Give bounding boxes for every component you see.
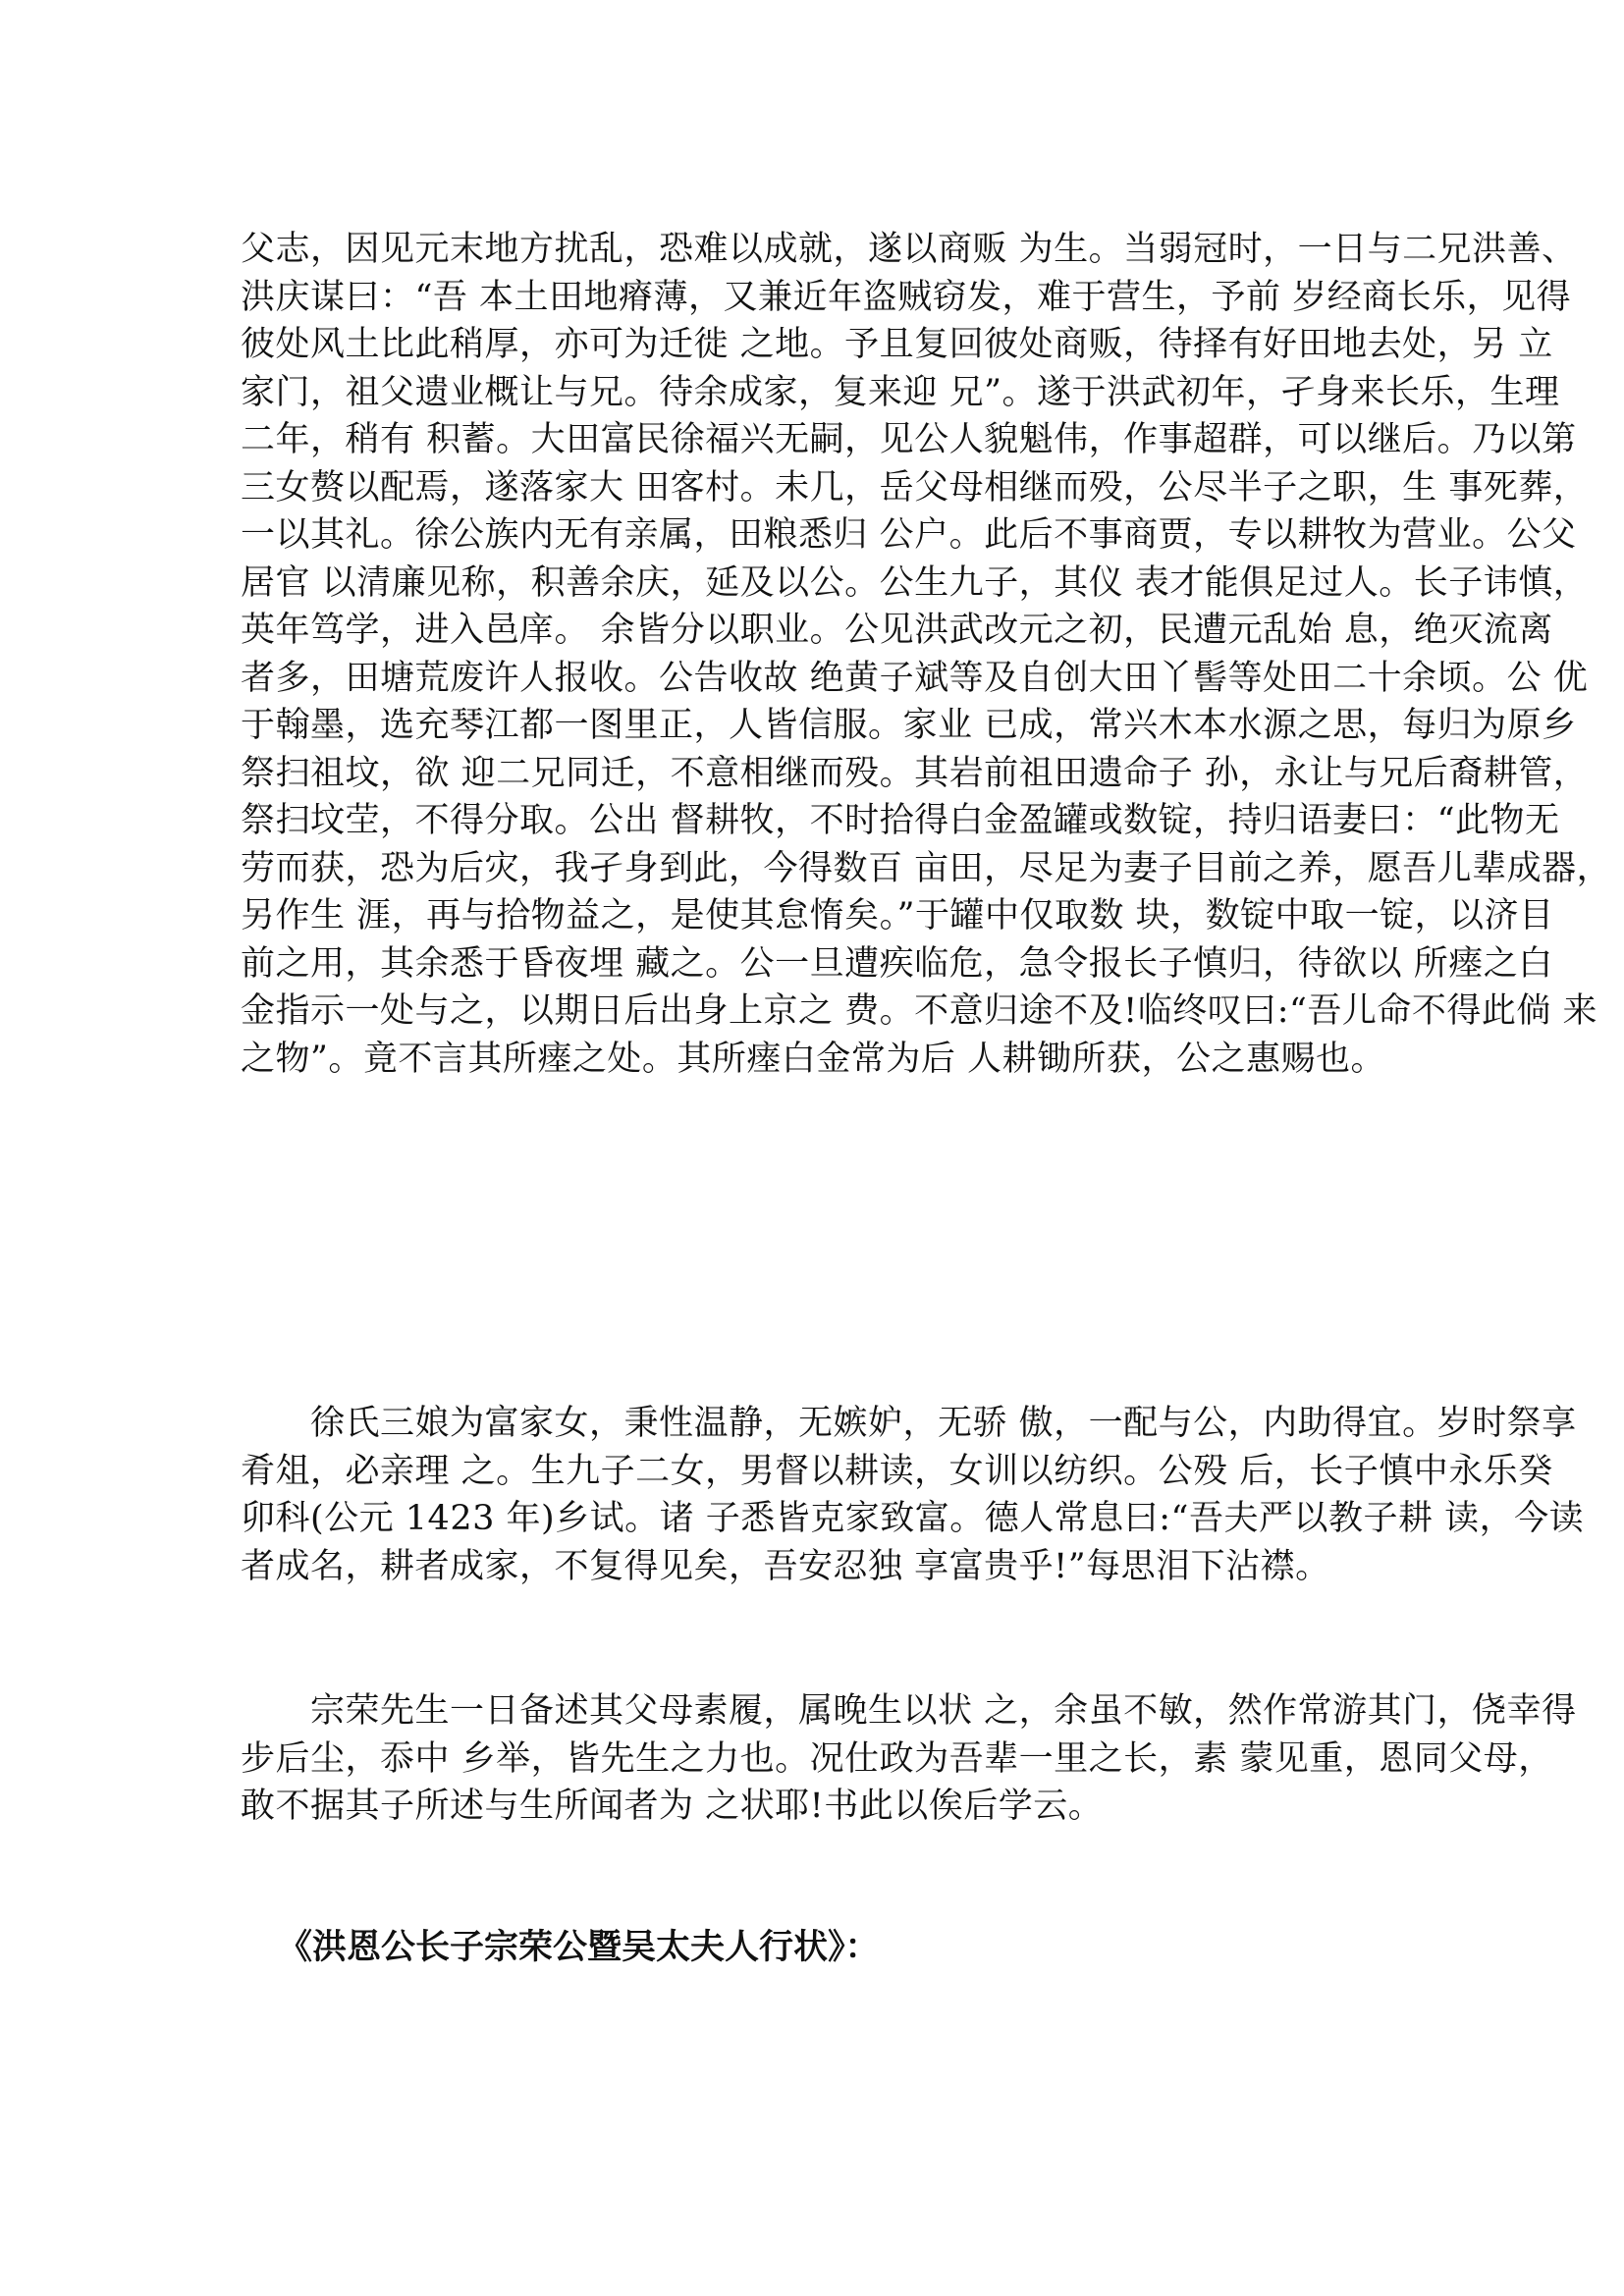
paragraph1-line: 祭扫坟茔，不得分取。公出 督耕牧，不时拾得白金盈罐或数锭，持归语妻曰：“此物无 xyxy=(241,801,1560,840)
paragraph3-line: 敢不据其子所述与生所闻者为 之状耶!书此以俟后学云。 xyxy=(241,1787,1104,1826)
paragraph1-line: 金指示一处与之，以期日后出身上京之 费。不意归途不及!临终叹曰:“吾儿命不得此倘 来 xyxy=(241,991,1598,1031)
paragraph1-line: 前之用，其余悉于昏夜埋 藏之。公一旦遭疾临危，急令报长子慎归，待欲以 所瘗之白 xyxy=(241,943,1553,984)
paragraph2-line: 者成名，耕者成家，不复得见矣，吾安忍独 享富贵乎!”每思泪下沾襟。 xyxy=(241,1546,1330,1586)
paragraph1-line: 于翰墨，选充琴江都一图里正，人皆信服。家业 已成，常兴木本水源之思，每归为原乡 xyxy=(241,706,1577,745)
paragraph1-line: 洪庆谋曰：“吾 本土田地瘠薄，又兼近年盗贼窃发，难于营生，予前 岁经商长乐，见得 xyxy=(241,277,1572,317)
paragraph1-line: 居官 以清廉见称，积善余庆，延及以公。公生九子，其仪 表才能俱足过人。长子讳慎， xyxy=(241,562,1589,603)
paragraph1-line: 二年，稍有 积蓄。大田富民徐福兴无嗣，见公人貌魁伟，作事超群，可以继后。乃以第 xyxy=(241,420,1577,459)
paragraph-3 xyxy=(241,1687,1577,1831)
paragraph1-line: 父志，因见元末地方扰乱，恐难以成就，遂以商贩 为生。当弱冠时，一日与二兄洪善、 xyxy=(241,230,1577,269)
paragraph2-line: 肴俎，必亲理 之。生九子二女，男督以耕读，女训以纺织。公殁 后，长子慎中永乐癸 xyxy=(241,1451,1553,1491)
paragraph-2 xyxy=(241,1400,1585,1590)
paragraph1-line: 三女赘以配焉，遂落家大 田客村。未几，岳父母相继而殁，公尽半子之职，生 事死葬， xyxy=(241,467,1589,507)
paragraph1-line: 劳而获，恐为后灾，我孑身到此，今得数百 亩田，尽足为妻子目前之养，愿吾儿辈成器， xyxy=(241,848,1612,888)
paragraph2-line: 卯科(公元 1423 年)乡试。诸 子悉皆克家致富。德人常息曰:“吾夫严以教子耕 读，今读 xyxy=(241,1499,1585,1538)
paragraph3-line: 宗荣先生一日备述其父母素履，属晚生以状 之，余虽不敏，然作常游其门，侥幸得 xyxy=(241,1691,1577,1731)
paragraph1-line: 家门，祖父遗业概让与兄。待余成家，复来迎 兄”。遂于洪武初年，孑身来长乐，生理 xyxy=(241,372,1560,412)
paragraph1-line: 一以其礼。徐公族内无有亲属，田粮悉归 公户。此后不事商贾，专以耕牧为营业。公父 xyxy=(241,515,1577,555)
paragraph1-line: 彼处风土比此稍厚，亦可为迁徙 之地。予且复回彼处商贩，待择有好田地去处，另 立 xyxy=(241,325,1553,364)
paragraph1-line: 另作生 涯，再与拾物益之，是使其怠惰矣。”于罐中仅取数 块，数锭中取一锭，以济目 xyxy=(241,896,1554,935)
paragraph3-line: 步后尘，忝中 乡举，皆先生之力也。况仕政为吾辈一里之长，素 蒙见重，恩同父母， xyxy=(241,1738,1553,1779)
section-heading: 《洪恩公长子宗荣公暨吴太夫人行状》： xyxy=(278,1927,880,1967)
paragraph1-line: 英年笃学，进入邑庠。 余皆分以职业。公见洪武改元之初，民遭元乱始 息，绝灭流离 xyxy=(241,611,1553,650)
paragraph2-line: 徐氏三娘为富家女，秉性温静，无嫉妒，无骄 傲，一配与公，内助得宜。岁时祭享 xyxy=(241,1404,1577,1443)
paragraph1-line: 者多，田塘荒废许人报收。公告收故 绝黄子斌等及自创大田丫髻等处田二十余顷。公 优 xyxy=(241,658,1589,698)
paragraph-1 xyxy=(241,226,1612,1083)
paragraph1-line: 之物”。竟不言其所瘗之处。其所瘗白金常为后 人耕锄所获，公之惠赐也。 xyxy=(241,1039,1386,1079)
paragraph1-line: 祭扫祖坟，欲 迎二兄同迁，不意相继而殁。其岩前祖田遗命子 孙，永让与兄后裔耕管， xyxy=(241,753,1589,793)
